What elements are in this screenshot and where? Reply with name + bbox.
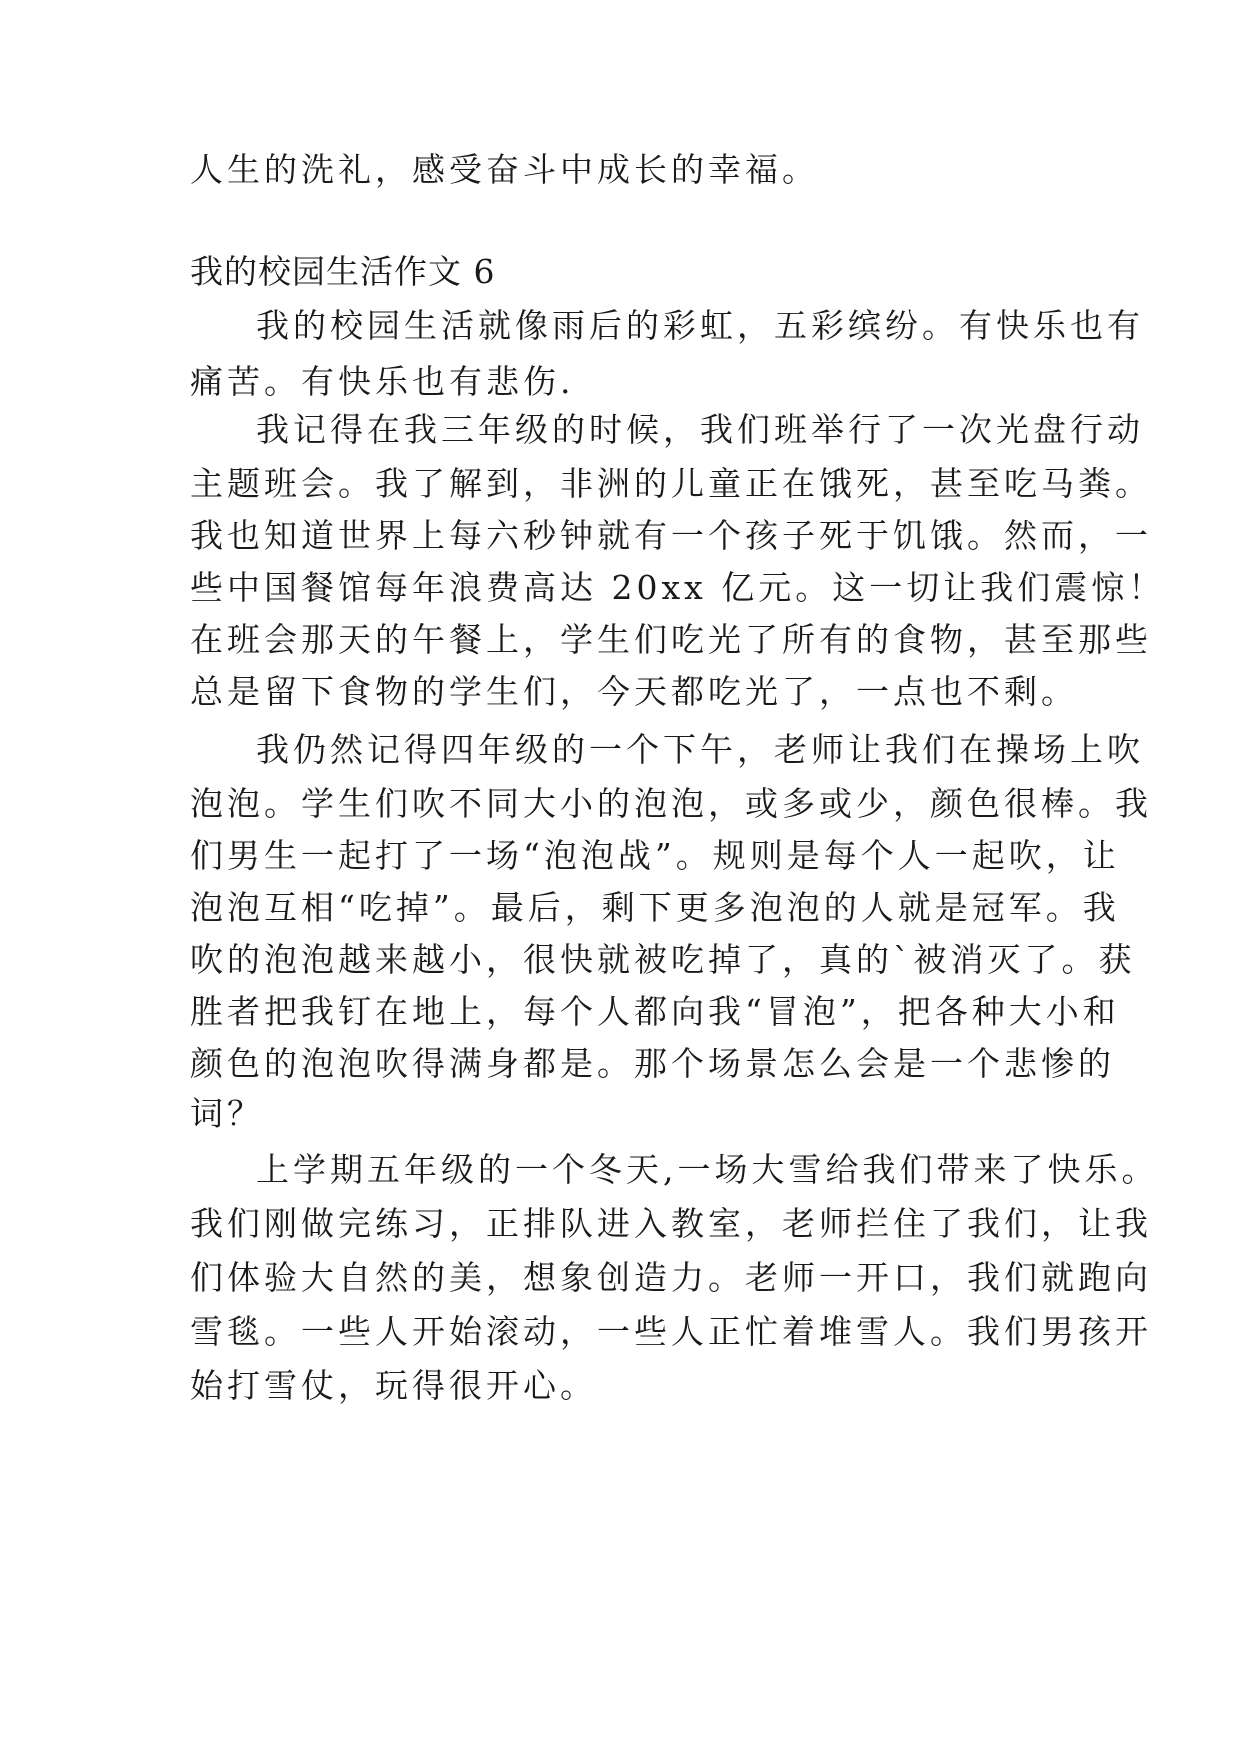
text-line: 上学期五年级的一个冬天,一场大雪给我们带来了快乐。 <box>256 1150 1159 1189</box>
text-line: 们体验大自然的美，想象创造力。老师一开口，我们就跑向 <box>190 1258 1152 1297</box>
text-line: 泡泡互相“吃掉”。最后，剩下更多泡泡的人就是冠军。我 <box>190 888 1120 927</box>
text-line: 主题班会。我了解到，非洲的儿童正在饿死，甚至吃马粪。 <box>190 464 1152 503</box>
text-line: 些中国餐馆每年浪费高达 20xx 亿元。这一切让我们震惊！ <box>190 568 1166 607</box>
text-line: 我的校园生活就像雨后的彩虹，五彩缤纷。有快乐也有 <box>256 306 1144 345</box>
carry-over-line: 人生的洗礼，感受奋斗中成长的幸福。 <box>190 150 819 189</box>
text-line: 我们刚做完练习，正排队进入教室，老师拦住了我们，让我 <box>190 1204 1152 1243</box>
text-line: 我记得在我三年级的时候，我们班举行了一次光盘行动 <box>256 410 1144 449</box>
text-line: 总是留下食物的学生们，今天都吃光了，一点也不剩。 <box>190 672 1078 711</box>
text-line: 我仍然记得四年级的一个下午，老师让我们在操场上吹 <box>256 730 1144 769</box>
text-line: 词？ <box>190 1094 264 1133</box>
text-line: 颜色的泡泡吹得满身都是。那个场景怎么会是一个悲惨的 <box>190 1044 1115 1083</box>
text-line: 我也知道世界上每六秒钟就有一个孩子死于饥饿。然而，一 <box>190 516 1152 555</box>
text-line: 胜者把我钉在地上，每个人都向我“冒泡”，把各种大小和 <box>190 992 1120 1031</box>
text-line: 吹的泡泡越来越小，很快就被吃掉了，真的`被消灭了。获 <box>190 940 1136 979</box>
essay-title: 我的校园生活作文 6 <box>190 252 496 291</box>
text-line: 痛苦。有快乐也有悲伤. <box>190 362 575 401</box>
text-line: 在班会那天的午餐上，学生们吃光了所有的食物，甚至那些 <box>190 620 1152 659</box>
text-line: 们男生一起打了一场“泡泡战”。规则是每个人一起吹，让 <box>190 836 1120 875</box>
text-line: 始打雪仗，玩得很开心。 <box>190 1366 597 1405</box>
text-line: 泡泡。学生们吹不同大小的泡泡，或多或少，颜色很棒。我 <box>190 784 1152 823</box>
text-line: 雪毯。一些人开始滚动，一些人正忙着堆雪人。我们男孩开 <box>190 1312 1152 1351</box>
